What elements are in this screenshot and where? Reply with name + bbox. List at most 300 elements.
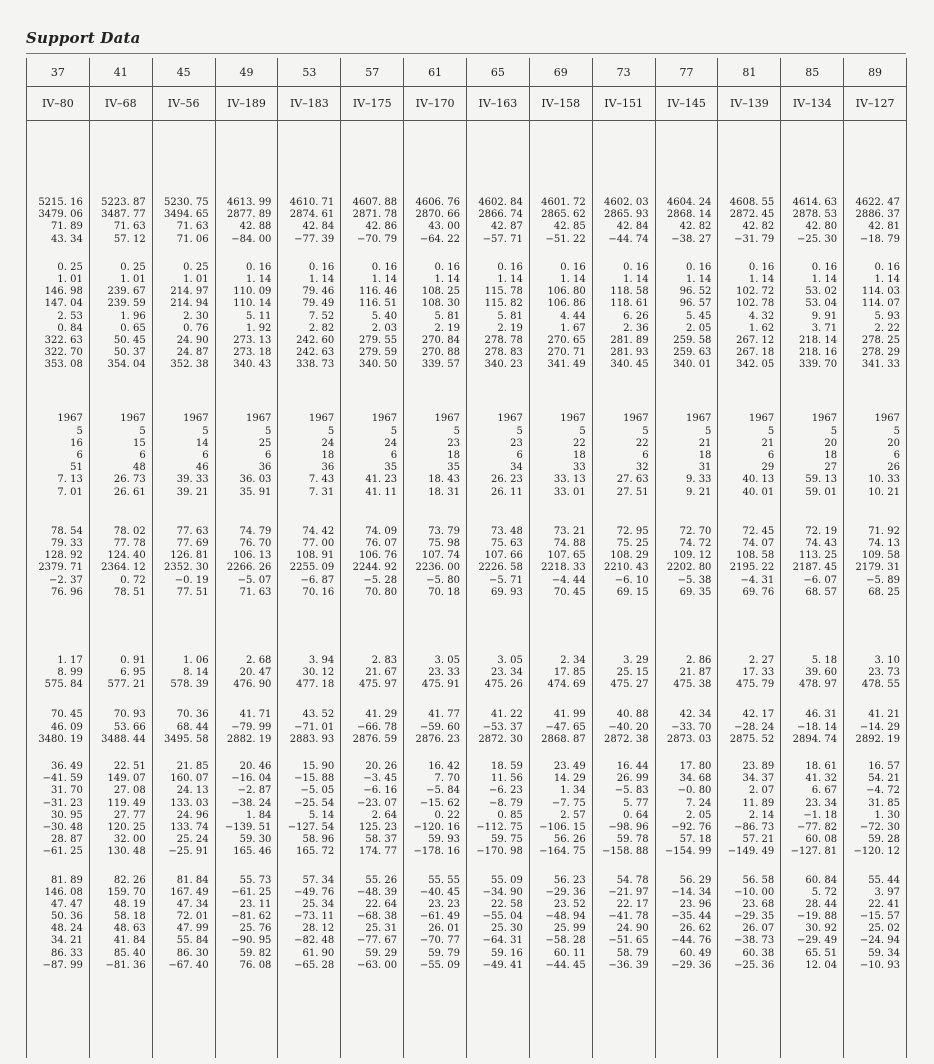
table-cell-value: 59. 30 — [239, 834, 272, 846]
value-group — [341, 413, 397, 498]
table-cell-value: 475. 38 — [673, 679, 712, 691]
table-cell-value: −1. 18 — [803, 809, 838, 821]
table-cell-value: 1967 — [120, 413, 146, 425]
table-cell-value: −65. 28 — [294, 959, 335, 971]
table-cell-value: −10. 00 — [734, 886, 775, 898]
table-cell-value: 6 — [76, 450, 83, 461]
table-cell-value: 55. 55 — [428, 874, 460, 886]
table-cell-value: 342. 05 — [736, 359, 775, 371]
table-cell-value: 16 — [70, 437, 83, 449]
table-cell-value: 35. 91 — [239, 486, 272, 498]
table-cell-value: 46 — [195, 462, 209, 474]
table-cell-value: 4601. 72 — [541, 197, 586, 208]
table-cell-value: 0. 16 — [748, 261, 775, 273]
table-cell-value: 24. 96 — [176, 809, 209, 821]
table-cell-value: 2379. 71 — [38, 562, 83, 574]
table-cell-value: 18. 61 — [805, 761, 838, 772]
table-cell-value: 42. 34 — [679, 709, 712, 721]
table-cell-value: −164. 75 — [539, 846, 586, 858]
value-group — [341, 709, 397, 746]
table-cell-value: 2870. 66 — [415, 209, 460, 221]
table-cell-value: −31. 23 — [42, 797, 83, 809]
column-values — [656, 121, 718, 972]
table-cell-value: 116. 46 — [358, 286, 398, 298]
table-cell-value: −4. 44 — [551, 574, 586, 586]
table-cell-value: 5. 93 — [874, 310, 900, 322]
value-group — [404, 709, 460, 746]
table-cell-value: 2226. 58 — [478, 562, 523, 574]
table-cell-value: 5 — [327, 425, 335, 437]
table-cell-value: −7. 75 — [551, 797, 586, 809]
table-cell-value: 1. 96 — [120, 310, 146, 322]
table-cell-value: 22. 51 — [113, 761, 146, 772]
table-cell-value: 108. 25 — [421, 286, 460, 298]
table-cell-value: 72. 70 — [679, 525, 712, 537]
value-group — [27, 197, 83, 246]
value-group — [530, 709, 586, 746]
table-cell-value: 78. 51 — [113, 586, 146, 598]
table-cell-value: 22. 58 — [491, 898, 523, 910]
table-cell-value: 2865. 93 — [604, 209, 649, 221]
table-cell-value: 70. 16 — [302, 586, 335, 598]
table-column — [593, 58, 656, 1058]
table-cell-value: 116. 51 — [358, 298, 398, 310]
table-cell-value: −77. 82 — [796, 821, 838, 833]
table-cell-value: −28. 24 — [734, 721, 775, 733]
table-cell-value: 115. 78 — [484, 286, 523, 298]
table-cell-value: 0. 76 — [183, 322, 209, 334]
table-cell-value: 5 — [516, 425, 523, 437]
table-cell-value: 2. 83 — [371, 654, 398, 666]
table-cell-value: 5. 14 — [308, 809, 335, 821]
table-cell-value: 149. 07 — [107, 773, 146, 785]
table-cell-value: 2. 68 — [245, 654, 272, 666]
table-cell-value: 4610. 71 — [289, 197, 335, 208]
table-cell-value: 352. 38 — [170, 359, 209, 371]
table-cell-value: 106. 13 — [233, 550, 272, 562]
table-cell-value: 26. 11 — [491, 486, 523, 498]
table-cell-value: 1. 01 — [120, 273, 146, 285]
column-id-header: IV–139 — [718, 87, 780, 121]
table-cell-value: −35. 44 — [671, 911, 712, 923]
value-group — [530, 413, 586, 498]
value-group — [90, 709, 146, 746]
table-cell-value: −70. 79 — [356, 233, 398, 245]
table-cell-value: 1. 14 — [748, 273, 775, 285]
table-cell-value: 1. 30 — [874, 809, 900, 821]
table-cell-value: 18. 43 — [428, 474, 460, 486]
table-cell-value: 34 — [510, 462, 523, 474]
table-cell-value: −0. 80 — [677, 785, 712, 797]
table-cell-value: 3. 94 — [308, 654, 335, 666]
table-cell-value: 108. 29 — [610, 550, 649, 562]
table-cell-value: 59. 78 — [616, 834, 649, 846]
table-cell-value: 58. 37 — [365, 834, 398, 846]
table-cell-value: −2. 37 — [49, 574, 83, 586]
table-cell-value: 21. 85 — [176, 761, 209, 772]
table-cell-value: 75. 25 — [616, 537, 649, 549]
table-cell-value: 36 — [258, 462, 272, 474]
table-cell-value: 18 — [321, 450, 335, 461]
table-cell-value: 0. 22 — [434, 809, 460, 821]
table-cell-value: 78. 54 — [51, 525, 83, 537]
value-group — [781, 413, 837, 498]
table-cell-value: −25. 36 — [734, 959, 775, 971]
table-cell-value: 273. 18 — [233, 347, 272, 359]
table-cell-value: 59. 29 — [365, 947, 398, 959]
table-cell-value: 2886. 37 — [855, 209, 900, 221]
table-cell-value: 1967 — [245, 413, 272, 425]
table-cell-value: −92. 76 — [671, 821, 712, 833]
table-cell-value: −5. 28 — [363, 574, 398, 586]
table-cell-value: 1967 — [623, 413, 649, 425]
table-cell-value: 51 — [70, 462, 83, 474]
table-cell-value: 71. 63 — [239, 586, 272, 598]
table-cell-value: 29 — [761, 462, 775, 474]
value-group — [404, 262, 460, 372]
table-cell-value: 0. 16 — [560, 261, 586, 273]
column-id-header: IV–68 — [90, 87, 152, 121]
table-cell-value: 2878. 53 — [792, 209, 838, 221]
table-cell-value: 50. 45 — [113, 334, 146, 346]
table-cell-value: −86. 73 — [734, 821, 775, 833]
table-cell-value: 146. 08 — [44, 886, 83, 898]
value-group — [27, 655, 83, 692]
table-cell-value: 25. 34 — [302, 898, 335, 910]
table-cell-value: 50. 36 — [51, 911, 83, 923]
table-cell-value: 1. 84 — [245, 809, 272, 821]
table-cell-value: 1. 67 — [560, 322, 586, 334]
table-cell-value: 16. 57 — [868, 761, 900, 772]
table-cell-value: 59. 28 — [868, 834, 900, 846]
table-cell-value: 59. 93 — [428, 834, 460, 846]
table-cell-value: 69. 15 — [616, 586, 649, 598]
table-cell-value: 130. 48 — [107, 846, 146, 858]
table-cell-value: 75. 98 — [428, 537, 460, 549]
column-values — [90, 121, 152, 972]
column-values — [27, 121, 89, 972]
table-cell-value: 7. 01 — [57, 486, 83, 498]
table-cell-value: 1. 06 — [183, 654, 209, 666]
table-cell-value: 354. 04 — [107, 359, 146, 371]
table-cell-value: 21. 87 — [679, 667, 712, 679]
table-cell-value: 0. 85 — [497, 809, 523, 821]
table-column — [781, 58, 844, 1058]
table-cell-value: 5 — [265, 425, 272, 437]
table-cell-value: 55. 09 — [491, 874, 523, 886]
column-number-header: 41 — [90, 58, 152, 87]
table-cell-value: 43. 52 — [302, 709, 335, 721]
column-number-header: 85 — [781, 58, 843, 87]
table-cell-value: 1. 34 — [560, 785, 586, 797]
value-group — [278, 761, 334, 859]
table-cell-value: −68. 38 — [356, 911, 398, 923]
table-cell-value: 1. 92 — [245, 322, 272, 334]
value-group — [467, 655, 523, 692]
table-cell-value: 475. 79 — [736, 679, 775, 691]
table-cell-value: 42. 82 — [742, 221, 775, 233]
table-cell-value: 2195. 22 — [729, 562, 775, 574]
value-group — [718, 875, 774, 973]
table-cell-value: 23. 89 — [742, 761, 775, 772]
table-cell-value: 23. 11 — [239, 898, 272, 910]
table-cell-value: 25. 02 — [868, 923, 900, 935]
value-group — [90, 655, 146, 692]
table-cell-value: 42. 81 — [868, 221, 900, 233]
table-cell-value: 242. 60 — [296, 334, 335, 346]
table-cell-value: 106. 80 — [547, 286, 586, 298]
table-cell-value: 6 — [893, 450, 900, 461]
table-cell-value: 7. 31 — [308, 486, 335, 498]
table-cell-value: 31. 85 — [868, 797, 900, 809]
table-cell-value: 24. 87 — [176, 347, 209, 359]
table-cell-value: 2202. 80 — [666, 562, 712, 574]
table-cell-value: 32. 00 — [113, 834, 146, 846]
table-cell-value: 109. 58 — [861, 550, 900, 562]
table-column — [656, 58, 719, 1058]
table-cell-value: 5. 81 — [497, 310, 523, 322]
table-cell-value: 72. 45 — [742, 525, 775, 537]
table-cell-value: 77. 78 — [113, 537, 146, 549]
value-group — [530, 655, 586, 692]
table-cell-value: 281. 89 — [610, 334, 649, 346]
table-cell-value: 1. 14 — [811, 273, 838, 285]
table-cell-value: 6. 26 — [623, 310, 649, 322]
table-cell-value: 55. 44 — [868, 874, 900, 886]
table-cell-value: 1967 — [748, 413, 775, 425]
column-id-header: IV–151 — [593, 87, 655, 121]
table-cell-value: 70. 80 — [365, 586, 398, 598]
table-cell-value: 1. 14 — [874, 273, 900, 285]
table-column — [341, 58, 404, 1058]
table-cell-value: 76. 96 — [51, 586, 83, 598]
table-cell-value: 72. 19 — [805, 525, 838, 537]
table-cell-value: 24 — [384, 437, 398, 449]
table-cell-value: 74. 79 — [239, 525, 272, 537]
table-cell-value: 34. 68 — [679, 773, 712, 785]
table-cell-value: 575. 84 — [44, 679, 83, 691]
table-cell-value: 1. 14 — [685, 273, 712, 285]
value-group — [153, 197, 209, 246]
column-number-header: 81 — [718, 58, 780, 87]
table-cell-value: −38. 27 — [671, 233, 712, 245]
table-cell-value: 39. 60 — [805, 667, 838, 679]
table-cell-value: 41. 77 — [428, 709, 460, 721]
table-cell-value: 2883. 93 — [289, 733, 335, 745]
table-cell-value: 147. 04 — [44, 298, 83, 310]
value-group — [781, 761, 837, 859]
value-group — [153, 526, 209, 599]
table-cell-value: 7. 24 — [685, 797, 712, 809]
table-cell-value: −5. 83 — [614, 785, 649, 797]
table-cell-value: 2. 30 — [183, 310, 209, 322]
table-cell-value: 3487. 77 — [101, 209, 146, 221]
table-cell-value: 81. 89 — [51, 874, 83, 886]
table-cell-value: 278. 78 — [484, 334, 523, 346]
table-cell-value: 0. 25 — [183, 261, 209, 273]
table-cell-value: −79. 99 — [231, 721, 272, 733]
table-cell-value: 3. 71 — [811, 322, 838, 334]
table-cell-value: −5. 84 — [426, 785, 460, 797]
value-group — [530, 761, 586, 859]
table-cell-value: −98. 96 — [608, 821, 649, 833]
table-cell-value: 1. 01 — [183, 273, 209, 285]
table-cell-value: −48. 94 — [545, 911, 586, 923]
value-group — [593, 655, 649, 692]
table-cell-value: 0. 84 — [57, 322, 83, 334]
table-cell-value: 5 — [453, 425, 460, 437]
table-cell-value: 50. 37 — [113, 347, 146, 359]
value-group — [216, 197, 272, 246]
table-cell-value: 2866. 74 — [478, 209, 523, 221]
table-cell-value: 5. 77 — [623, 797, 649, 809]
table-cell-value: 242. 63 — [296, 347, 335, 359]
table-cell-value: 4. 32 — [748, 310, 775, 322]
table-cell-value: 1. 14 — [434, 273, 460, 285]
table-cell-value: 2868. 87 — [541, 733, 586, 745]
table-cell-value: 5 — [705, 425, 712, 437]
table-cell-value: 273. 13 — [233, 334, 272, 346]
table-cell-value: 25. 76 — [239, 923, 272, 935]
table-cell-value: 78. 02 — [113, 525, 146, 537]
value-group — [844, 262, 900, 372]
column-number-header: 57 — [341, 58, 403, 87]
column-id-header: IV–183 — [278, 87, 340, 121]
table-cell-value: 2. 36 — [623, 322, 649, 334]
value-group — [27, 709, 83, 746]
table-cell-value: 71. 06 — [176, 233, 209, 245]
column-values — [341, 121, 403, 972]
table-cell-value: 4602. 03 — [604, 197, 649, 208]
value-group — [718, 262, 774, 372]
table-cell-value: −47. 65 — [545, 721, 586, 733]
column-values — [278, 121, 340, 972]
table-cell-value: 58. 96 — [302, 834, 335, 846]
table-cell-value: 2. 57 — [560, 809, 586, 821]
table-cell-value: 77. 63 — [176, 525, 209, 537]
table-cell-value: 3495. 58 — [164, 733, 209, 745]
table-cell-value: −29. 36 — [545, 886, 586, 898]
table-cell-value: −15. 62 — [419, 797, 460, 809]
value-group — [216, 875, 272, 973]
value-group — [467, 875, 523, 973]
value-group — [278, 262, 334, 372]
table-cell-value: 0. 16 — [308, 261, 335, 273]
table-cell-value: 2872. 30 — [478, 733, 523, 745]
table-cell-value: 239. 59 — [107, 298, 146, 310]
table-cell-value: 18. 59 — [491, 761, 523, 772]
table-cell-value: 1. 14 — [245, 273, 272, 285]
table-cell-value: −14. 34 — [671, 886, 712, 898]
value-group — [153, 655, 209, 692]
column-values — [467, 121, 529, 972]
value-group — [278, 526, 334, 599]
column-id-header: IV–189 — [216, 87, 278, 121]
table-cell-value: 114. 03 — [861, 286, 900, 298]
table-cell-value: 353. 08 — [44, 359, 83, 371]
table-cell-value: 59. 75 — [491, 834, 523, 846]
table-cell-value: −44. 45 — [545, 959, 586, 971]
value-group — [656, 526, 712, 599]
table-cell-value: 22 — [572, 437, 586, 449]
table-cell-value: 11. 89 — [742, 797, 775, 809]
value-group — [467, 526, 523, 599]
table-column — [153, 58, 216, 1058]
table-cell-value: −158. 88 — [602, 846, 649, 858]
table-cell-value: 5 — [830, 425, 838, 437]
table-cell-value: 12. 04 — [805, 959, 838, 971]
table-cell-value: 341. 49 — [547, 359, 586, 371]
table-cell-value: 43. 00 — [428, 221, 460, 233]
table-cell-value: 41. 23 — [365, 474, 398, 486]
table-cell-value: 17. 80 — [679, 761, 712, 772]
table-cell-value: −34. 90 — [482, 886, 523, 898]
table-cell-value: 2874. 61 — [289, 209, 335, 221]
table-cell-value: 2892. 19 — [855, 733, 900, 745]
table-cell-value: 341. 33 — [861, 359, 900, 371]
table-cell-value: 21 — [698, 437, 712, 449]
table-cell-value: 26. 23 — [491, 474, 523, 486]
table-cell-value: 26. 07 — [742, 923, 775, 935]
table-cell-value: 0. 16 — [623, 261, 649, 273]
table-cell-value: −38. 73 — [734, 935, 775, 947]
table-cell-value: 2875. 52 — [729, 733, 775, 745]
table-cell-value: 77. 00 — [302, 537, 335, 549]
table-cell-value: 71. 63 — [176, 221, 209, 233]
table-cell-value: 76. 70 — [239, 537, 272, 549]
table-cell-value: 2244. 92 — [352, 562, 398, 574]
table-cell-value: 0. 91 — [120, 654, 146, 666]
table-cell-value: 5 — [139, 425, 146, 437]
table-column — [844, 58, 907, 1058]
table-cell-value: 124. 40 — [107, 550, 146, 562]
table-cell-value: 2266. 26 — [226, 562, 272, 574]
table-cell-value: −127. 81 — [790, 846, 838, 858]
table-cell-value: 3480. 19 — [38, 733, 83, 745]
table-cell-value: 18 — [447, 450, 460, 461]
table-cell-value: −67. 40 — [168, 959, 209, 971]
table-cell-value: 48. 63 — [113, 923, 146, 935]
value-group — [781, 197, 837, 246]
table-cell-value: 23 — [510, 437, 523, 449]
value-group — [404, 655, 460, 692]
table-cell-value: 48. 19 — [113, 898, 146, 910]
table-cell-value: 218. 16 — [798, 347, 838, 359]
table-cell-value: 25. 15 — [616, 667, 649, 679]
table-cell-value: 23. 96 — [679, 898, 712, 910]
table-cell-value: 1967 — [434, 413, 460, 425]
table-cell-value: 60. 49 — [679, 947, 712, 959]
table-cell-value: 24. 13 — [176, 785, 209, 797]
value-group — [341, 875, 397, 973]
table-cell-value: 4604. 24 — [666, 197, 712, 208]
table-cell-value: 3. 05 — [434, 654, 460, 666]
table-cell-value: 22. 17 — [616, 898, 649, 910]
column-values — [781, 121, 843, 972]
table-cell-value: 133. 74 — [170, 821, 209, 833]
value-group — [718, 709, 774, 746]
table-cell-value: 26. 61 — [113, 486, 146, 498]
table-cell-value: 109. 12 — [673, 550, 712, 562]
table-cell-value: 5. 11 — [245, 310, 272, 322]
table-cell-value: 0. 72 — [120, 574, 146, 586]
table-cell-value: −120. 16 — [413, 821, 460, 833]
table-cell-value: 54. 78 — [616, 874, 649, 886]
value-group — [90, 413, 146, 498]
table-cell-value: −81. 62 — [231, 911, 272, 923]
value-group — [278, 413, 334, 498]
table-cell-value: 1967 — [497, 413, 523, 425]
